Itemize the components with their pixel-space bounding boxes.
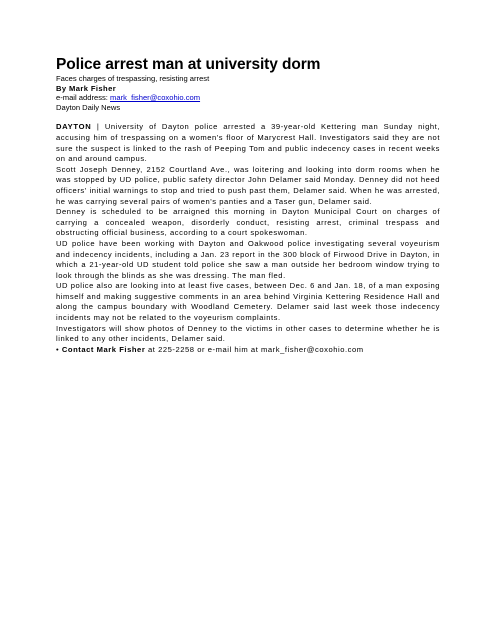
email-link[interactable]: mark_fisher@coxohio.com — [110, 93, 201, 103]
paragraph: UD police also are looking into at least five cases, between Dec. 6 and Jan. 18, of a man exposing himself and making suggestive comments in an area behind Virginia Kettering Residence Hall and along the campus boundary with Woodland Cemetery. Delamer said last week those indecency incidents may not be related to the voyeurism complaints. — [56, 281, 440, 323]
publication: Dayton Daily News — [56, 102, 121, 112]
paragraph: Scott Joseph Denney, 2152 Courtland Ave., was loitering and looking into dorm rooms when he was stopped by UD police, public safety director John Delamer said Monday. Denney did not heed officers' initial warnings to stop and tried to push past them, Delamer said. When he was arrested, he was carrying several pairs of women's panties and a Taser gun, Delamer said. — [56, 164, 440, 206]
contact-label: Contact Mark Fisher — [61, 344, 146, 354]
contact-text: at 225-2258 or e-mail him at mark_fisher@coxohio.com — [145, 344, 364, 354]
article-body — [56, 122, 440, 355]
subhead: Faces charges of trespassing, resisting arrest — [56, 74, 210, 83]
dateline: DAYTON — [56, 122, 92, 132]
article — [56, 56, 440, 355]
lead-text: University of Dayton police arrested a 39-year-old Kettering man Sunday night, accusing him of trespassing on a women's floor of Marycrest Hall. Investigators said they are not sure the suspect is linked to the rash of Peeping Tom and public indecency cases in recent weeks on and around campus. — [56, 122, 440, 164]
article-meta — [56, 74, 440, 112]
paragraph: Investigators will show photos of Denney to the victims in other cases to determine whether he is linked to any other incidents, Delamer said. — [56, 323, 440, 344]
email-prefix: e-mail address: — [56, 93, 111, 103]
byline: By Mark Fisher — [56, 83, 117, 93]
bullet: • — [56, 344, 62, 354]
contact-line — [56, 345, 440, 356]
dateline-separator: | — [91, 122, 105, 132]
paragraph: UD police have been working with Dayton and Oakwood police investigating several voyeurism and indecency incidents, including a Jan. 23 report in the 300 block of Firwood Drive in Dayton, in which a 21-year-old UD student told police she saw a man outside her bedroom window trying to look through the blinds as she was dressing. The man fled. — [56, 238, 440, 280]
lead-paragraph — [56, 122, 440, 164]
headline: Police arrest man at university dorm — [56, 56, 321, 73]
email-line — [56, 93, 440, 103]
paragraph: Denney is scheduled to be arraigned this morning in Dayton Municipal Court on charges of carrying a concealed weapon, disorderly conduct, resisting arrest, criminal trespass and obstructing official business, according to a court spokeswoman. — [56, 207, 440, 238]
